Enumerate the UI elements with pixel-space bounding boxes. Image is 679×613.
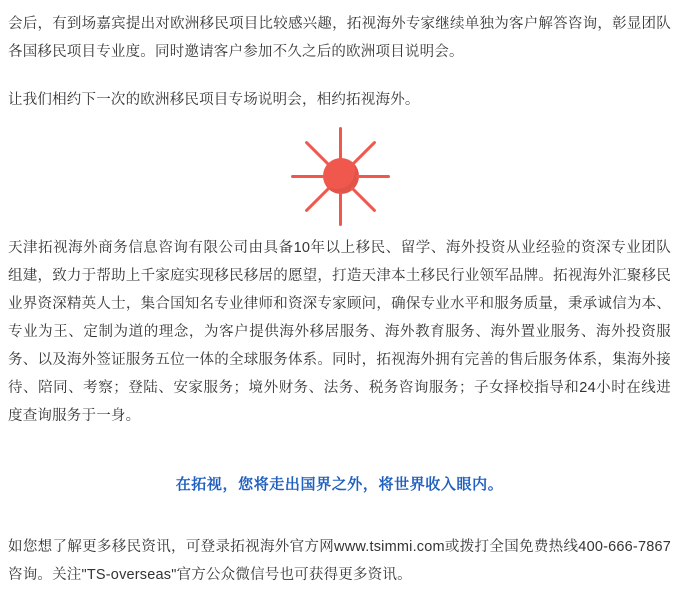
sun-ray — [350, 186, 376, 212]
sun-icon — [292, 138, 388, 218]
sun-ray — [339, 192, 342, 226]
sun-ray — [304, 186, 330, 212]
sun-ray — [304, 140, 330, 166]
sun-ray — [356, 175, 390, 178]
sun-ray — [291, 175, 325, 178]
sun-ray — [350, 140, 376, 166]
paragraph-company-profile: 天津拓视海外商务信息咨询有限公司由具备10年以上移民、留学、海外投资从业经验的资深专业团队组建，致力于帮助上千家庭实现移民移居的愿望，打造天津本土移民行业领军品牌。拓视海外汇聚移民业界资深精英人士，集合国知名专业律师和资深专家顾问，确保专业水平和服务质量，秉承诚信为本、专业为王、定制为道的理念，为客户提供海外移居服务、海外教育服务、海外置业服务、海外投资服务、以及海外签证服务五位一体的全球服务体系。同时，拓视海外拥有完善的售后服务体系，集海外接待、陪同、考察；登陆、安家服务；境外财务、法务、税务咨询服务；子女择校指导和24小时在线进度查询服务于一身。 — [8, 240, 671, 424]
company-slogan: 在拓视，您将走出国界之外，将世界收入眼内。 — [175, 476, 504, 493]
decorative-illustration — [8, 114, 671, 212]
paragraph-invitation: 让我们相约下一次的欧洲移民项目专场说明会，相约拓视海外。 — [8, 92, 420, 108]
paragraph-intro: 会后，有到场嘉宾提出对欧洲移民项目比较感兴趣，拓视海外专家继续单独为客户解答咨询，彰显团队各国移民项目专业度。同时邀请客户参加不久之后的欧洲项目说明会。 — [8, 16, 671, 60]
sun-ray — [339, 127, 342, 161]
paragraph-contact: 如您想了解更多移民资讯，可登录拓视海外官方网www.tsimmi.com或拨打全国免费热线400-666-7867咨询。关注"TS-overseas"官方公众微信号也可获得更多资讯。 — [8, 539, 671, 583]
